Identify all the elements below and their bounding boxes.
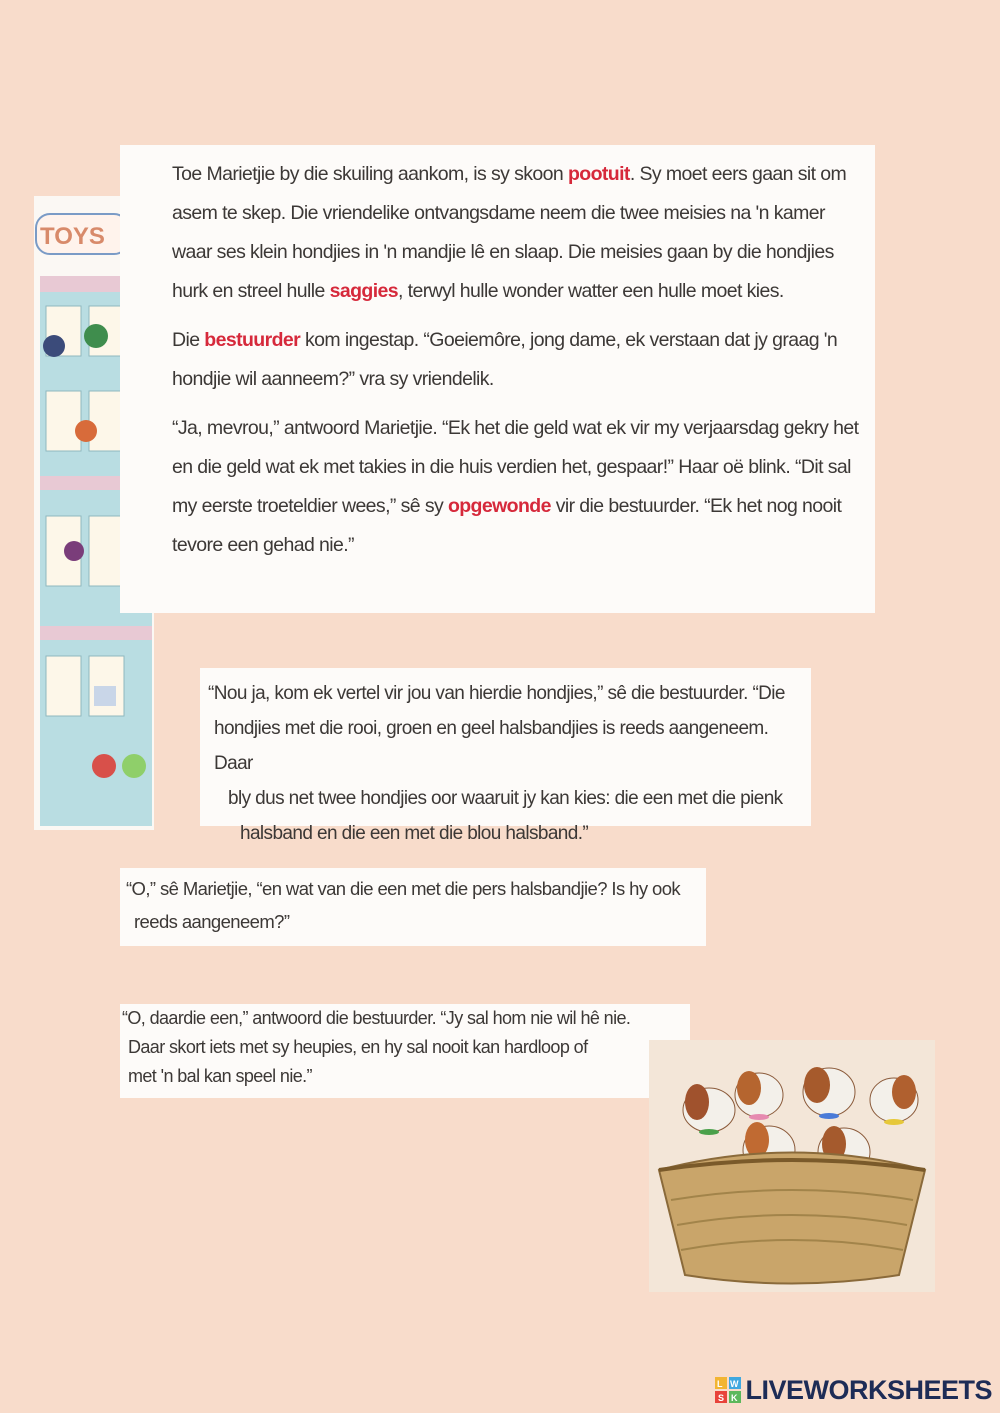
paragraph-3 — [172, 409, 862, 565]
story-block-3 — [126, 872, 701, 938]
icon-letter: K — [731, 1393, 738, 1403]
liveworksheets-logo — [714, 1375, 992, 1405]
text-run: , terwyl hulle wonder watter een hulle moet kies. — [398, 280, 784, 302]
text-line: bly dus net twee hondjies oor waaruit jy kan kies: die een met die pienk — [228, 788, 783, 809]
puppies-in-basket-illustration — [649, 1040, 935, 1292]
story-block-2 — [208, 676, 803, 851]
highlighted-word-opgewonde: opgewonde — [447, 495, 551, 517]
highlighted-word-saggies: saggies — [329, 280, 398, 302]
text-line: “O,” sê Marietjie, “en wat van die een met die pers halsbandjie? Is hy ook — [126, 878, 681, 899]
icon-letter: S — [718, 1393, 725, 1403]
text-line: met 'n bal kan speel nie.” — [128, 1066, 312, 1086]
text-run: . Sy moet eers gaan sit om asem te skep. Die vriendelike ontvangsdame neem die twee meisies na 'n kamer waar ses klein hondjies in 'n mandjie lê en slaap. Die meisies gaan by die hondjies hurk en streel hulle — [172, 163, 847, 302]
text-line: Daar skort iets met sy heupies, en hy sal nooit kan hardloop of — [128, 1037, 588, 1057]
text-line: “O, daardie een,” antwoord die bestuurder. “Jy sal hom nie wil hê nie. — [122, 1008, 631, 1028]
text-line: “Nou ja, kom ek vertel vir jou van hierdie hondjies,” sê die bestuurder. “Die — [208, 683, 785, 704]
text-line: halsband en die een met die blou halsband.” — [240, 823, 589, 844]
text-line: hondjies met die rooi, groen en geel halsbandjies is reeds aangeneem. Daar — [214, 718, 769, 774]
paragraph-1 — [172, 155, 862, 311]
text-line: reeds aangeneem?” — [134, 911, 290, 932]
highlighted-word-pootuit: pootuit — [567, 163, 630, 185]
text-run: Die — [172, 329, 205, 351]
text-run: kom ingestap. “Goeiemôre, jong dame, ek verstaan dat jy graag 'n hondjie wil aanneem?” vra sy vriendelik. — [172, 329, 838, 390]
icon-letter: L — [717, 1379, 723, 1389]
highlighted-word-bestuurder: bestuurder — [204, 329, 301, 351]
liveworksheets-wordmark: LIVEWORKSHEETS — [745, 1374, 992, 1405]
toy-shop-sign: TOYS — [40, 223, 105, 250]
text-run: Toe Marietjie by die skuiling aankom, is sy skoon — [172, 163, 568, 185]
text-run: vir die bestuurder. “Ek het nog nooit tevore een gehad nie.” — [172, 495, 842, 556]
liveworksheets-icon — [714, 1376, 742, 1404]
icon-letter: W — [730, 1379, 739, 1389]
story-block-4 — [122, 1004, 682, 1091]
paragraph-2 — [172, 321, 862, 399]
story-block-1 — [172, 155, 862, 565]
text-run: “Ja, mevrou,” antwoord Marietjie. “Ek het die geld wat ek vir my verjaarsdag gekry het en die geld wat ek met takies in die huis verdien het, gespaar!” Haar oë blink. “Dit sal my eerste troeteldier wees,” sê sy — [172, 417, 859, 517]
